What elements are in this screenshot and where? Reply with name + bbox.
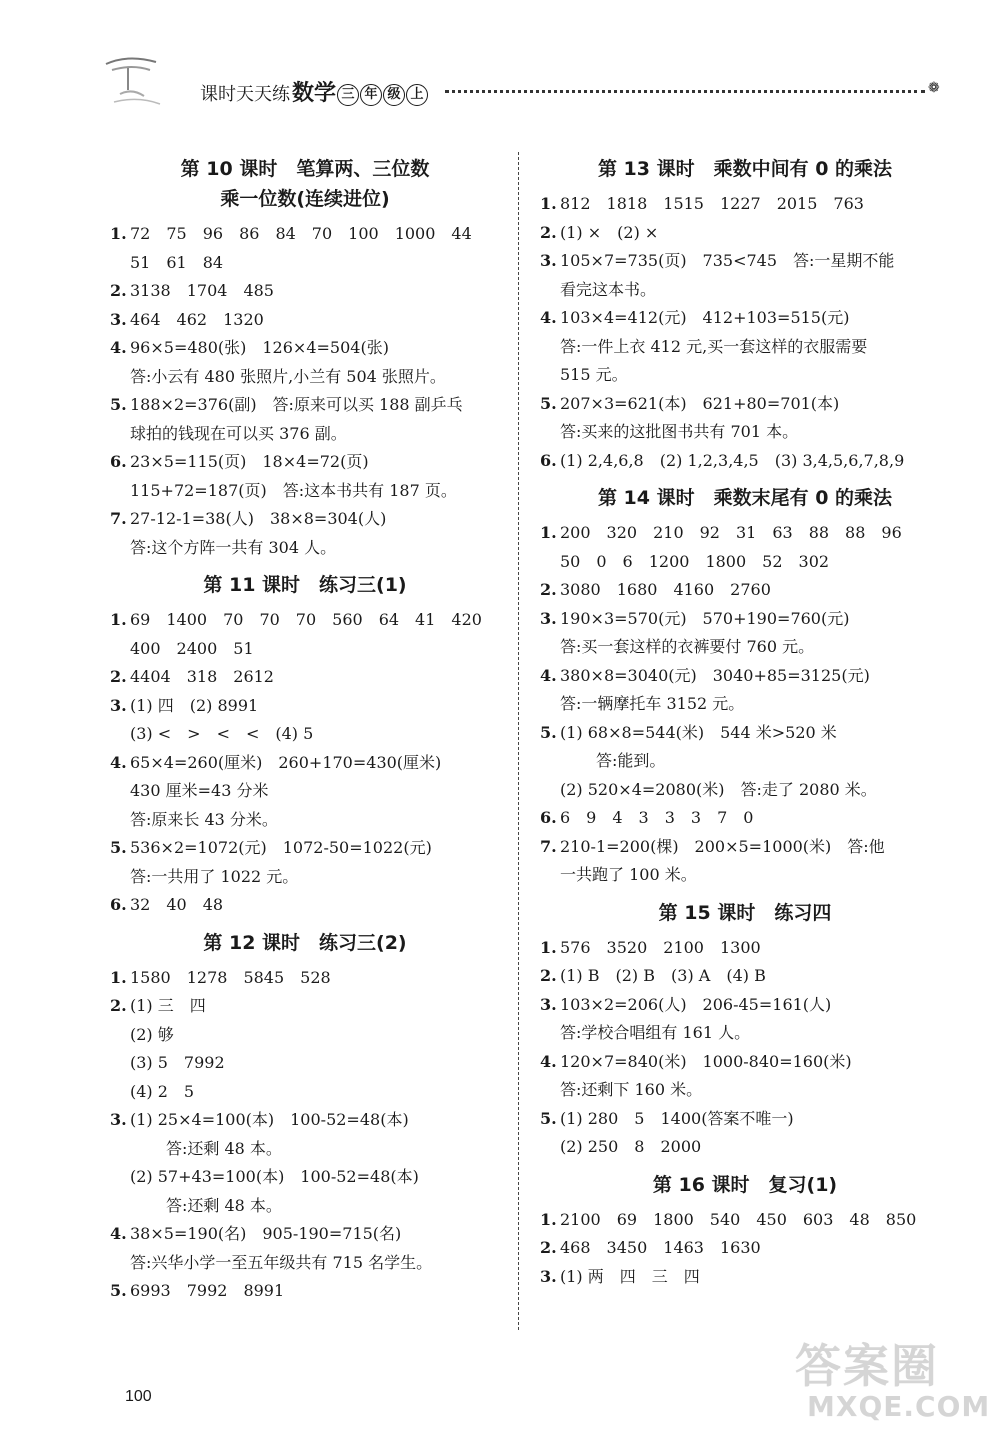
question-number: 2. <box>110 667 127 686</box>
question-number: 2. <box>540 1238 557 1257</box>
answer-text: 115+72=187(页) 答:这本书共有 187 页。 <box>130 480 457 500</box>
grade-badge-1: 三 <box>337 84 359 106</box>
question-number: 3. <box>110 309 127 329</box>
answer-line <box>540 548 950 577</box>
answer-text: 188×2=376(副) 答:原来可以买 188 副乒乓 <box>130 395 463 414</box>
answer-line <box>110 964 500 993</box>
answer-text: (1) 两 四 三 四 <box>560 1266 700 1286</box>
answer-line <box>540 576 950 605</box>
answer-line <box>540 861 950 890</box>
question-number: 2. <box>540 580 557 599</box>
question-number: 7. <box>540 836 557 856</box>
question-number: 1. <box>110 967 127 987</box>
question-number: 2. <box>110 281 127 300</box>
answer-text: (2) 57+43=100(本) 100-52=48(本) <box>130 1167 419 1186</box>
answer-line <box>540 519 950 548</box>
answer-text: (1) 25×4=100(本) 100-52=48(本) <box>130 1110 409 1129</box>
answer-line <box>540 991 950 1020</box>
answer-text: (1) × (2) × <box>560 222 659 242</box>
question-number: 1. <box>540 194 557 213</box>
question-number: 3. <box>540 1266 557 1286</box>
section-lesson-12 <box>110 964 500 1306</box>
answer-line <box>540 304 950 333</box>
answer-line <box>110 606 500 635</box>
answer-text: (1) B (2) B (3) A (4) B <box>560 966 766 985</box>
question-number: 1. <box>540 523 557 542</box>
question-number: 6. <box>110 452 127 471</box>
answer-text: 38×5=190(名) 905-190=715(名) <box>130 1224 402 1243</box>
answer-text: 103×4=412(元) 412+103=515(元) <box>560 308 850 327</box>
answer-text: 464 462 1320 <box>130 309 264 329</box>
answer-text: 2100 69 1800 540 450 603 48 850 <box>560 1209 917 1229</box>
answer-text: 答:一辆摩托车 3152 元。 <box>560 694 745 713</box>
answer-line <box>110 1021 500 1050</box>
book-title-subject: 数学 <box>292 81 337 106</box>
answer-line <box>540 1076 950 1105</box>
question-number: 6. <box>110 895 127 914</box>
question-number: 3. <box>110 1110 127 1129</box>
section-title-lesson-11: 第 11 课时 练习三(1) <box>203 574 407 596</box>
answer-text: 65×4=260(厘米) 260+170=430(厘米) <box>130 752 442 772</box>
answer-line <box>540 1019 950 1048</box>
section-lesson-11 <box>110 606 500 920</box>
answer-line <box>540 962 950 991</box>
answer-text: 答:这个方阵一共有 304 人。 <box>130 537 337 557</box>
answer-line <box>110 720 500 749</box>
book-title-small: 课时天天练 <box>200 84 290 105</box>
question-number: 5. <box>540 1108 557 1128</box>
answer-text: 50 0 6 1200 1800 52 302 <box>560 551 830 571</box>
answer-text: 536×2=1072(元) 1072-50=1022(元) <box>130 838 432 857</box>
answer-text: 答:原来长 43 分米。 <box>130 809 278 829</box>
answer-text: 答:买来的这批图书共有 701 本。 <box>560 422 799 441</box>
answer-text: (1) 2,4,6,8 (2) 1,2,3,4,5 (3) 3,4,5,6,7,8,9 <box>560 450 905 470</box>
answer-line <box>540 219 950 248</box>
section-lesson-13 <box>540 190 950 475</box>
answer-line <box>540 804 950 833</box>
answer-line <box>110 1049 500 1078</box>
answer-line <box>110 391 500 420</box>
answer-line <box>110 863 500 892</box>
section-lesson-16 <box>540 1206 950 1292</box>
answer-line <box>110 1078 500 1107</box>
answer-line <box>110 420 500 449</box>
answer-text: (2) 够 <box>130 1024 174 1044</box>
grade-badge-2: 年 <box>360 84 382 106</box>
question-number: 2. <box>540 222 557 242</box>
answer-line <box>110 277 500 306</box>
column-divider <box>518 152 519 1330</box>
answer-text: 答:兴华小学一至五年级共有 715 名学生。 <box>130 1252 433 1272</box>
answer-line <box>110 505 500 534</box>
section-title-lesson-15: 第 15 课时 练习四 <box>658 901 832 924</box>
answer-text: 96×5=480(张) 126×4=504(张) <box>130 338 389 357</box>
answer-text: 72 75 96 86 84 70 100 1000 44 <box>130 224 472 243</box>
answer-line <box>110 1106 500 1135</box>
answer-text: (1) 四 (2) 8991 <box>130 695 259 715</box>
right-column <box>540 150 950 1291</box>
answer-text: 103×2=206(人) 206-45=161(人) <box>560 994 832 1014</box>
answer-line <box>540 633 950 662</box>
answer-line <box>110 891 500 920</box>
answer-line <box>540 1234 950 1263</box>
answer-line <box>540 276 950 305</box>
answer-line <box>540 390 950 419</box>
answer-line <box>540 934 950 963</box>
page-number: 100 <box>125 1388 152 1405</box>
question-number: 1. <box>110 224 127 243</box>
section-title-lesson-12: 第 12 课时 练习三(2) <box>203 931 407 954</box>
section-lesson-10 <box>110 220 500 562</box>
answer-text: 答:学校合唱组有 161 人。 <box>560 1023 751 1042</box>
section-title-lesson-10-line1: 第 10 课时 笔算两、三位数 <box>180 158 430 180</box>
question-number: 4. <box>540 665 557 685</box>
answer-text: 答:买一套这样的衣裤要付 760 元。 <box>560 637 815 656</box>
answer-text: 看完这本书。 <box>560 279 657 299</box>
answer-text: (3) < > < < (4) 5 <box>130 724 314 743</box>
answer-text: 105×7=735(页) 735<745 答:一星期不能 <box>560 251 895 270</box>
answer-line <box>540 447 950 476</box>
answer-text: 3138 1704 485 <box>130 281 274 300</box>
answer-text: 207×3=621(本) 621+80=701(本) <box>560 393 840 413</box>
question-number: 2. <box>110 996 127 1015</box>
answer-line <box>540 1105 950 1134</box>
question-number: 6. <box>540 808 557 827</box>
answer-line <box>540 1048 950 1077</box>
answer-text: 23×5=115(页) 18×4=72(页) <box>130 452 369 471</box>
header-dotted-rule <box>445 90 925 93</box>
answer-text: 27-12-1=38(人) 38×8=304(人) <box>130 509 387 528</box>
answer-text: 468 3450 1463 1630 <box>560 1238 761 1257</box>
answer-text: 答:小云有 480 张照片,小兰有 504 张照片。 <box>130 366 446 386</box>
watermark <box>795 1330 991 1430</box>
left-column <box>110 150 500 1306</box>
question-number: 5. <box>110 395 127 414</box>
grade-badge-3: 级 <box>383 84 405 106</box>
question-number: 4. <box>540 308 557 327</box>
answer-text: 120×7=840(米) 1000-840=160(米) <box>560 1051 852 1071</box>
answer-line <box>110 477 500 506</box>
question-number: 4. <box>540 1051 557 1071</box>
question-number: 5. <box>540 393 557 413</box>
answer-line <box>110 992 500 1021</box>
question-number: 3. <box>110 695 127 715</box>
answer-text: 球拍的钱现在可以买 376 副。 <box>130 423 347 443</box>
question-number: 4. <box>110 338 127 357</box>
answer-line <box>110 1135 500 1164</box>
answer-line <box>540 776 950 805</box>
answer-text: (1) 68×8=544(米) 544 米>520 米 <box>560 722 837 742</box>
answer-text: 6 9 4 3 3 3 7 0 <box>560 808 754 827</box>
header-end-mark-icon: ❁ <box>928 80 940 96</box>
grade-badge-4: 上 <box>406 84 428 106</box>
section-title-lesson-13: 第 13 课时 乘数中间有 0 的乘法 <box>597 158 893 180</box>
answer-line <box>540 361 950 390</box>
answer-line <box>110 777 500 806</box>
answer-line <box>110 534 500 563</box>
answer-text: 380×8=3040(元) 3040+85=3125(元) <box>560 665 870 685</box>
answer-line <box>540 690 950 719</box>
question-number: 5. <box>110 838 127 857</box>
book-title <box>200 76 428 107</box>
answer-line <box>110 1163 500 1192</box>
answer-line <box>540 190 950 219</box>
answer-text: 812 1818 1515 1227 2015 763 <box>560 194 864 213</box>
question-number: 3. <box>540 608 557 628</box>
answer-text: 答:还剩下 160 米。 <box>560 1080 703 1099</box>
answer-line <box>110 448 500 477</box>
answer-text: (3) 5 7992 <box>130 1053 225 1072</box>
answer-text: 答:一共用了 1022 元。 <box>130 866 299 886</box>
answer-text: 210-1=200(棵) 200×5=1000(米) 答:他 <box>560 836 885 856</box>
section-title-lesson-14: 第 14 课时 乘数末尾有 0 的乘法 <box>597 487 893 509</box>
question-number: 2. <box>540 966 557 985</box>
answer-line <box>110 220 500 249</box>
question-number: 6. <box>540 450 557 470</box>
answer-line <box>110 249 500 278</box>
watermark-domain: MXQE.COM <box>807 1390 991 1423</box>
question-number: 4. <box>110 1224 127 1243</box>
answer-line <box>110 1220 500 1249</box>
answer-line <box>110 749 500 778</box>
answer-text: (1) 三 四 <box>130 996 206 1015</box>
answer-line <box>110 834 500 863</box>
answer-text: (2) 520×4=2080(米) 答:走了 2080 米。 <box>560 779 877 799</box>
answer-line <box>540 247 950 276</box>
answer-text: (1) 280 5 1400(答案不唯一) <box>560 1108 794 1128</box>
question-number: 5. <box>540 722 557 742</box>
answer-text: (4) 2 5 <box>130 1081 195 1101</box>
answer-text: 3080 1680 4160 2760 <box>560 580 771 599</box>
answer-line <box>110 1192 500 1221</box>
answer-line <box>540 833 950 862</box>
answer-line <box>110 363 500 392</box>
answer-line <box>540 1133 950 1162</box>
answer-line <box>110 635 500 664</box>
answer-text: 6993 7992 8991 <box>130 1281 285 1300</box>
answer-text: 200 320 210 92 31 63 88 88 96 <box>560 523 902 542</box>
answer-line <box>540 1263 950 1292</box>
answer-text: 430 厘米=43 分米 <box>130 781 269 800</box>
question-number: 3. <box>540 251 557 270</box>
question-number: 4. <box>110 752 127 772</box>
watermark-text: 答案圈 <box>795 1339 939 1393</box>
answer-text: 32 40 48 <box>130 895 224 914</box>
book-logo-icon <box>98 50 178 112</box>
question-number: 1. <box>540 1209 557 1229</box>
answer-line <box>540 333 950 362</box>
answer-line <box>540 1206 950 1235</box>
section-lesson-15 <box>540 934 950 1162</box>
answer-text: 51 61 84 <box>130 252 224 272</box>
answer-text: 515 元。 <box>560 365 628 384</box>
answer-text: 576 3520 2100 1300 <box>560 937 761 957</box>
answer-line <box>540 747 950 776</box>
answer-text: 400 2400 51 <box>130 638 254 658</box>
section-lesson-14 <box>540 519 950 890</box>
answer-line <box>540 719 950 748</box>
answer-text: (2) 250 8 2000 <box>560 1137 702 1156</box>
answer-text: 69 1400 70 70 70 560 64 41 420 <box>130 610 482 629</box>
question-number: 3. <box>540 994 557 1014</box>
answer-line <box>540 662 950 691</box>
answer-text: 答:还剩 48 本。 <box>166 1138 282 1158</box>
answer-text: 4404 318 2612 <box>130 667 274 686</box>
question-number: 7. <box>110 509 127 528</box>
answer-text: 答:能到。 <box>596 751 666 770</box>
answer-line <box>110 806 500 835</box>
answer-text: 一共跑了 100 米。 <box>560 865 697 884</box>
answer-line <box>110 1277 500 1306</box>
answer-line <box>110 663 500 692</box>
question-number: 5. <box>110 1281 127 1300</box>
section-title-lesson-16: 第 16 课时 复习(1) <box>652 1173 838 1196</box>
answer-text: 答:一件上衣 412 元,买一套这样的衣服需要 <box>560 336 868 356</box>
section-title-lesson-10-line2: 乘一位数(连续进位) <box>220 188 390 210</box>
answer-line <box>110 692 500 721</box>
answer-line <box>110 1249 500 1278</box>
answer-text: 190×3=570(元) 570+190=760(元) <box>560 608 850 628</box>
answer-line <box>540 605 950 634</box>
question-number: 1. <box>540 937 557 957</box>
question-number: 1. <box>110 610 127 629</box>
answer-line <box>110 306 500 335</box>
answer-line <box>540 418 950 447</box>
answer-line <box>110 334 500 363</box>
answer-text: 答:还剩 48 本。 <box>166 1195 282 1215</box>
answer-text: 1580 1278 5845 528 <box>130 967 331 987</box>
